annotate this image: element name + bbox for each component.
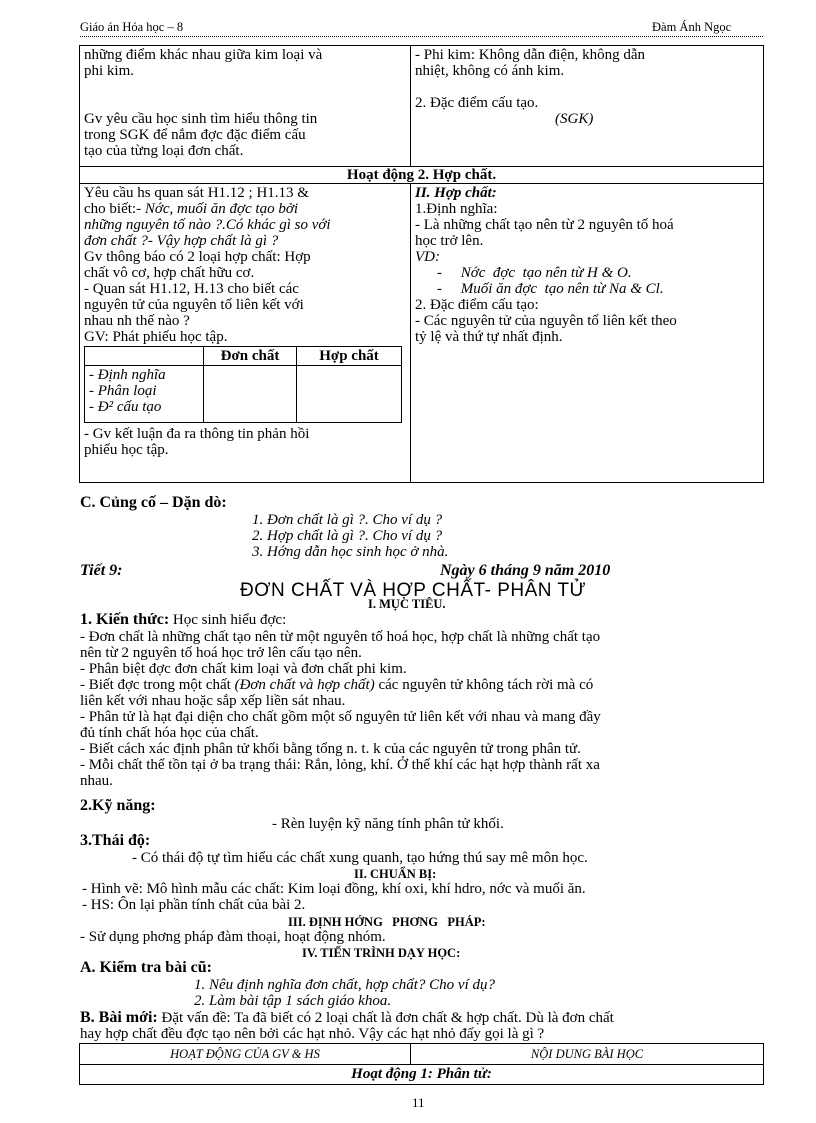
t1-row1-left: những điểm khác nhau giữa kim loại và phi kim. Gv yêu cầu học sinh tìm hiểu thông tin trong SGK để nắm đợc đặc điểm cấu tạo của từng loại đơn chất.: [80, 46, 411, 167]
worksheet-table: Đơn chất Hợp chất - Định nghĩa - Phân loại - Đ² cấu tạo: [84, 346, 402, 423]
knowledge-heading: 1. Kiến thức: Học sinh hiểu đợc:: [80, 611, 287, 628]
page-number: 11: [412, 1095, 425, 1110]
activity-1-heading: Hoạt động 1: Phân tử:: [80, 1065, 764, 1085]
lesson-table: [79, 45, 764, 483]
col-lesson-content: NỘI DUNG BÀI HỌC: [411, 1044, 764, 1065]
t1-row2-left: Yêu cầu hs quan sát H1.12 ; H1.13 & cho biết:- Nớc, muối ăn đợc tạo bởi những nguyên tố nào ?.Có khác gì so với đơn chất ?- Vậy hợp chất là gì ? Gv thông báo có 2 loại hợp chất: Hợp chất vô cơ, hợp chất hữu cơ. - Quan sát H1.12, H.13 cho biết các nguyên tử của nguyên tố liên kết với nhau nh thế nào ? GV: Phát phiếu học tập. Đơn chất Hợp chất - Định nghĩa - Phân loại - Đ² cấu tạo - Gv kết luận đa ra thông tin phản hồi phiếu học tập.: [80, 184, 411, 483]
method-title: III. ĐỊNH HỚNG PHƠNG PHÁP:: [288, 915, 486, 929]
lesson-date: Ngày 6 tháng 9 năm 2010: [440, 562, 611, 579]
attitude-text: - Có thái độ tự tìm hiểu các chất xung quanh, tạo hứng thú say mê môn học.: [132, 850, 588, 866]
prep-body: - Hình vẽ: Mô hình mẫu các chất: Kim loại đồng, khí oxi, khí hdro, nớc và muối ăn. - HS: Ôn lại phần tính chất của bài 2.: [82, 881, 586, 913]
method-text: - Sử dụng phơng pháp đàm thoại, hoạt động nhóm.: [80, 929, 386, 945]
period-label: Tiết 9:: [80, 562, 123, 579]
activity-2-heading: Hoạt động 2. Hợp chất.: [80, 167, 764, 184]
check-items: 1. Nêu định nghĩa đơn chất, hợp chất? Cho ví dụ? 2. Làm bài tập 1 sách giáo khoa.: [194, 977, 495, 1009]
t1-row2-right: II. Hợp chất: 1.Định nghĩa: - Là những chất tạo nên từ 2 nguyên tố hoá học trở lên. VD: - Nớc đợc tạo nên từ H & O. - Muối ăn đợc tạo nên từ Na & Cl. 2. Đặc điểm cấu tạo: - Các nguyên tử của nguyên tố liên kết theo tỷ lệ và thứ tự nhất định.: [411, 184, 764, 483]
header-left: Giáo án Hóa học – 8: [80, 20, 184, 34]
new-lesson: B. Bài mới: Đặt vấn đề: Ta đã biết có 2 loại chất là đơn chất & hợp chất. Dù là đơn chất hay hợp chất đều đợc tạo nên bởi các hạt nhỏ. Vậy các hạt nhỏ đấy gọi là gì ?: [80, 1009, 614, 1042]
skills-text: - Rèn luyện kỹ năng tính phân tử khối.: [272, 816, 504, 832]
t1-row1-right: - Phi kim: Không dẫn điện, không dẫn nhiệt, không có ánh kim. 2. Đặc điểm cấu tạo. (SGK): [411, 46, 764, 167]
header-right: Đàm Ánh Ngọc: [652, 20, 732, 34]
activity-table: [79, 1043, 764, 1085]
header-divider: [80, 36, 763, 37]
prep-title: II. CHUẨN BỊ:: [354, 867, 437, 881]
objectives-title: I. MỤC TIÊU.: [368, 597, 446, 611]
sgk-ref: (SGK): [555, 111, 594, 127]
consolidation-title: C. Củng cố – Dặn dò:: [80, 494, 227, 511]
attitude-title: 3.Thái độ:: [80, 832, 151, 849]
knowledge-body: - Đơn chất là những chất tạo nên từ một nguyên tố hoá học, hợp chất là những chất tạo nên từ 2 nguyên tố hoá học trở lên cấu tạo nên. - Phân biệt đợc đơn chất kim loại và đơn chất phi kim. - Biết đợc trong một chất (Đơn chất và hợp chất) các nguyên tử không tách rời mà có liên kết với nhau hoặc sắp xếp liền sát nhau. - Phân tử là hạt đại diện cho chất gồm một số nguyên tử liên kết với nhau và mang đầy đủ tính chất hóa học của chất. - Biết cách xác định phân tử khối bằng tổng n. t. k của các nguyên tử trong phân tử. - Mỗi chất thể tồn tại ở ba trạng thái: Rắn, lỏng, khí. Ở thể khí các hạt hợp thành rất xa nhau.: [80, 629, 601, 789]
lesson-title: ĐƠN CHẤT VÀ HỢP CHẤT- PHÂN TỬ: [240, 580, 587, 601]
consolidation-list: 1. Đơn chất là gì ?. Cho ví dụ ? 2. Hợp chất là gì ?. Cho ví dụ ? 3. Hớng dẫn học sinh học ở nhà.: [252, 512, 449, 560]
check-title: A. Kiểm tra bài cũ:: [80, 959, 212, 976]
skills-title: 2.Kỹ năng:: [80, 797, 156, 814]
process-title: IV. TIẾN TRÌNH DẠY HỌC:: [302, 946, 461, 960]
col-teacher-student: HOẠT ĐỘNG CỦA GV & HS: [80, 1044, 411, 1065]
